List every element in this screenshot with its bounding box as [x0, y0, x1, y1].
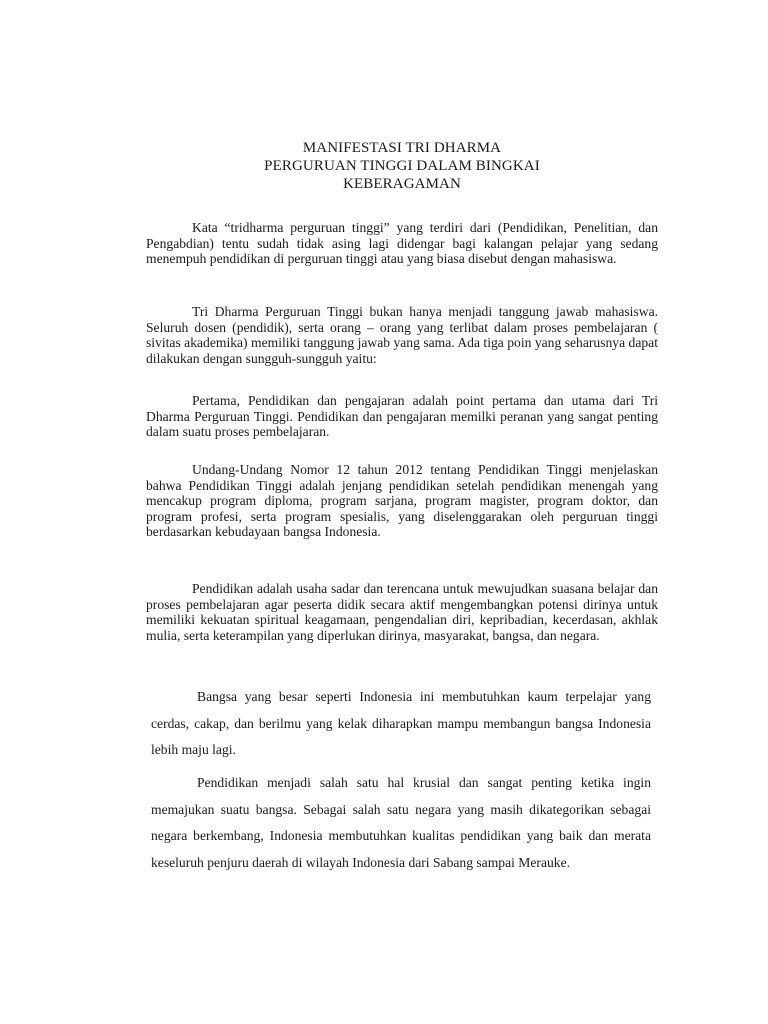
- paragraph-5: Pendidikan adalah usaha sadar dan terencana untuk mewujudkan suasana belajar dan proses pembelajaran agar peserta didik secara aktif mengembangkan potensi dirinya untuk memiliki kekuatan spiritual keagamaan, pengendalian diri, kepribadian, kecerdasan, akhlak mulia, serta keterampilan yang diperlukan dirinya, masyarakat, bangsa, dan negara.: [146, 581, 658, 643]
- paragraph-3: Pertama, Pendidikan dan pengajaran adalah point pertama dan utama dari Tri Dharma Perguruan Tinggi. Pendidikan dan pengajaran memilki peranan yang sangat penting dalam suatu proses pembelajaran.: [146, 393, 658, 440]
- paragraph-6: Bangsa yang besar seperti Indonesia ini membutuhkan kaum terpelajar yang cerdas, cakap, dan berilmu yang kelak diharapkan mampu membangun bangsa Indonesia lebih maju lagi.: [151, 689, 651, 757]
- title-line-2: PERGURUAN TINGGI DALAM BINGKAI: [264, 158, 540, 174]
- paragraph-2: Tri Dharma Perguruan Tinggi bukan hanya menjadi tanggung jawab mahasiswa. Seluruh dosen (pendidik), serta orang – orang yang terlibat dalam proses pembelajaran ( sivitas akademika) memiliki tanggung jawab yang sama. Ada tiga poin yang seharusnya dapat dilakukan dengan sungguh-sungguh yaitu:: [146, 304, 658, 366]
- title-line-3: KEBERAGAMAN: [343, 176, 461, 192]
- paragraph-4: Undang-Undang Nomor 12 tahun 2012 tentang Pendidikan Tinggi menjelaskan bahwa Pendidikan Tinggi adalah jenjang pendidikan setelah pendidikan menengah yang mencakup program diploma, program sarjana, program magister, program doktor, dan program profesi, serta program spesialis, yang diselenggarakan oleh perguruan tinggi berdasarkan kebudayaan bangsa Indonesia.: [146, 462, 658, 540]
- paragraph-7: Pendidikan menjadi salah satu hal krusial dan sangat penting ketika ingin memajukan suatu bangsa. Sebagai salah satu negara yang masih dikategorikan sebagai negara berkembang, Indonesia membutuhkan kualitas pendidikan yang baik dan merata keseluruh penjuru daerah di wilayah Indonesia dari Sabang sampai Merauke.: [151, 775, 651, 870]
- paragraph-1: Kata “tridharma perguruan tinggi” yang terdiri dari (Pendidikan, Penelitian, dan Pengabdian) tentu sudah tidak asing lagi didengar bagi kalangan pelajar yang sedang menempuh pendidikan di perguruan tinggi atau yang biasa disebut dengan mahasiswa.: [146, 220, 658, 267]
- document-title: [146, 139, 658, 193]
- title-line-1: MANIFESTASI TRI DHARMA: [302, 140, 502, 156]
